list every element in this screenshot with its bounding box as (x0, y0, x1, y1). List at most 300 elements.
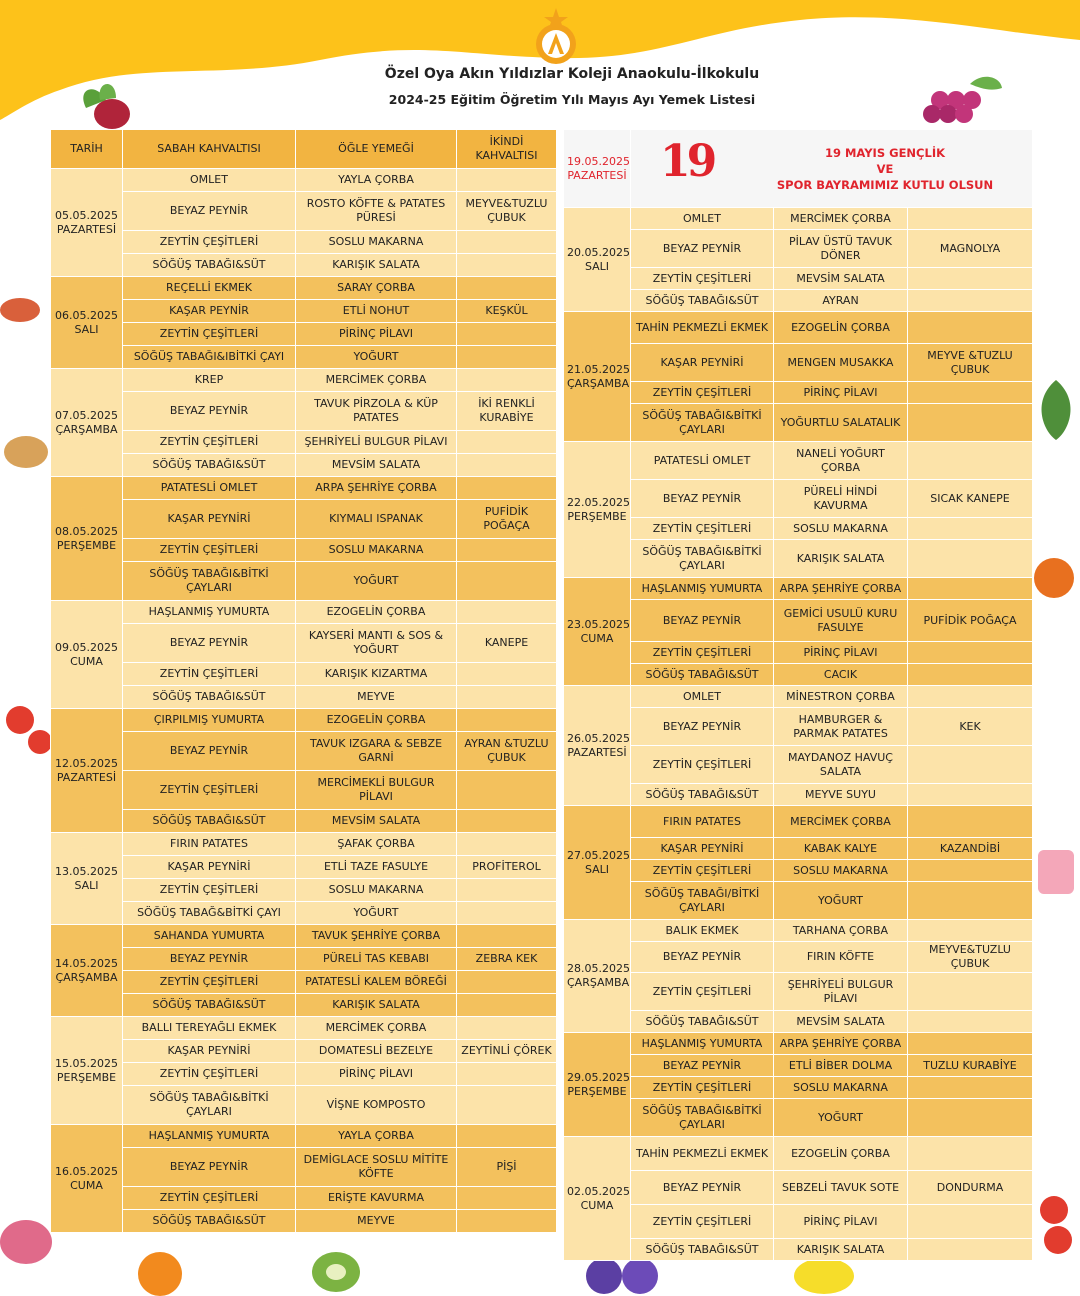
lunch-item: ARPA ŞEHRİYE ÇORBA (296, 477, 457, 500)
lunch-item: EZOGELİN ÇORBA (774, 312, 908, 344)
breakfast-item: ZEYTİN ÇEŞİTLERİ (631, 1205, 774, 1239)
table-row (51, 323, 557, 346)
breakfast-item: KAŞAR PEYNİRİ (123, 856, 296, 879)
snack-item (908, 642, 1033, 664)
lunch-item: FIRIN KÖFTE (774, 942, 908, 973)
table-row (51, 500, 557, 539)
breakfast-item: KREP (123, 369, 296, 392)
table-row (564, 344, 1033, 382)
snack-item (457, 1086, 557, 1125)
table-row (564, 664, 1033, 686)
day-date: 08.05.2025 PERŞEMBE (51, 477, 123, 601)
left-table-body (51, 169, 557, 1233)
breakfast-item: TAHİN PEKMEZLİ EKMEK (631, 312, 774, 344)
lunch-item: TARHANA ÇORBA (774, 920, 908, 942)
lunch-item: MERCİMEKLİ BULGUR PİLAVI (296, 771, 457, 810)
table-row (51, 1040, 557, 1063)
snack-item (908, 1077, 1033, 1099)
breakfast-item: BEYAZ PEYNİR (123, 392, 296, 431)
table-row (564, 860, 1033, 882)
table-row (51, 277, 557, 300)
breakfast-item: SÖĞÜŞ TABAĞI&SÜT (123, 254, 296, 277)
col-date-header: TARİH (51, 130, 123, 169)
snack-item: MEYVE &TUZLU ÇUBUK (908, 344, 1033, 382)
table-row (564, 708, 1033, 746)
snack-item (908, 1033, 1033, 1055)
day-date: 15.05.2025 PERŞEMBE (51, 1017, 123, 1125)
day-date: 23.05.2025 CUMA (564, 578, 631, 686)
lunch-item: PİRİNÇ PİLAVI (296, 1063, 457, 1086)
table-row (564, 600, 1033, 642)
lunch-item: KAYSERİ MANTI & SOS & YOĞURT (296, 624, 457, 663)
lunch-item: KARIŞIK SALATA (296, 994, 457, 1017)
lunch-item: MEVSİM SALATA (296, 810, 457, 833)
lunch-item: MAYDANOZ HAVUÇ SALATA (774, 746, 908, 784)
table-row (51, 346, 557, 369)
table-row (51, 902, 557, 925)
table-row (564, 442, 1033, 480)
snack-item: İKİ RENKLİ KURABİYE (457, 392, 557, 431)
right-table-body (564, 130, 1033, 1261)
kiwi-icon (306, 1246, 366, 1296)
lunch-item: TAVUK IZGARA & SEBZE GARNİ (296, 732, 457, 771)
sweet-potato-icon (0, 290, 50, 330)
day-date: 20.05.2025 SALI (564, 208, 631, 312)
breakfast-item: SÖĞÜŞ TABAĞI&BİTKİ ÇAYLARI (631, 1099, 774, 1137)
lunch-item: EZOGELİN ÇORBA (296, 601, 457, 624)
day-date: 05.05.2025 PAZARTESİ (51, 169, 123, 277)
school-name: Özel Oya Akın Yıldızlar Koleji Anaokulu-İlkokulu (384, 66, 760, 82)
table-row (564, 1171, 1033, 1205)
table-row (564, 920, 1033, 942)
breakfast-item: KAŞAR PEYNİRİ (123, 1040, 296, 1063)
day-date: 06.05.2025 SALI (51, 277, 123, 369)
lunch-item: ŞEHRİYELİ BULGUR PİLAVI (296, 431, 457, 454)
snack-item: KEK (908, 708, 1033, 746)
breakfast-item: BEYAZ PEYNİR (631, 230, 774, 268)
table-row (564, 1099, 1033, 1137)
table-row (564, 1239, 1033, 1261)
col-snack-header: İKİNDİ KAHVALTISI (457, 130, 557, 169)
table-row (564, 480, 1033, 518)
breakfast-item: SÖĞÜŞ TABAĞI&SÜT (123, 1210, 296, 1233)
beet-icon (66, 78, 140, 132)
lunch-item: YAYLA ÇORBA (296, 1125, 457, 1148)
lunch-item: NANELİ YOĞURT ÇORBA (774, 442, 908, 480)
table-row (564, 1205, 1033, 1239)
lunch-item: SOSLU MAKARNA (296, 231, 457, 254)
lunch-item: SARAY ÇORBA (296, 277, 457, 300)
breakfast-item: BEYAZ PEYNİR (631, 708, 774, 746)
snack-item (908, 382, 1033, 404)
snack-item (908, 404, 1033, 442)
lunch-item: MEVSİM SALATA (774, 268, 908, 290)
day-date: 16.05.2025 CUMA (51, 1125, 123, 1233)
snack-item (457, 323, 557, 346)
table-row (51, 1187, 557, 1210)
table-row (564, 1033, 1033, 1055)
table-row (51, 601, 557, 624)
holiday-date: 19.05.2025 PAZARTESİ (564, 130, 631, 208)
breakfast-item: ZEYTİN ÇEŞİTLERİ (631, 746, 774, 784)
snack-item: PİŞİ (457, 1148, 557, 1187)
breakfast-item: TAHİN PEKMEZLİ EKMEK (631, 1137, 774, 1171)
breakfast-item: SÖĞÜŞ TABAĞI&SÜT (631, 784, 774, 806)
table-row (51, 663, 557, 686)
breakfast-item: ZEYTİN ÇEŞİTLERİ (631, 642, 774, 664)
menu-subtitle: 2024-25 Eğitim Öğretim Yılı Mayıs Ayı Yemek Listesi (388, 92, 756, 107)
breakfast-item: ZEYTİN ÇEŞİTLERİ (123, 771, 296, 810)
lunch-item: EZOGELİN ÇORBA (296, 709, 457, 732)
day-date: 26.05.2025 PAZARTESİ (564, 686, 631, 806)
lunch-item: CACIK (774, 664, 908, 686)
lunch-item: PİRİNÇ PİLAVI (296, 323, 457, 346)
lunch-item: MEYVE SUYU (774, 784, 908, 806)
snack-item (457, 663, 557, 686)
breakfast-item: SÖĞÜŞ TABAĞI/BİTKİ ÇAYLARI (631, 882, 774, 920)
breakfast-item: SÖĞÜŞ TABAĞI&SÜT (123, 810, 296, 833)
day-date: 29.05.2025 PERŞEMBE (564, 1033, 631, 1137)
table-row (564, 784, 1033, 806)
snack-item: PUFİDİK POĞAÇA (457, 500, 557, 539)
table-row (564, 518, 1033, 540)
snack-item (457, 1125, 557, 1148)
lunch-item: PÜRELİ TAS KEBABI (296, 948, 457, 971)
breakfast-item: SÖĞÜŞ TABAĞI&SÜT (123, 454, 296, 477)
breakfast-item: SÖĞÜŞ TABAĞI&SÜT (123, 994, 296, 1017)
table-row (564, 404, 1033, 442)
lunch-item: PİRİNÇ PİLAVI (774, 642, 908, 664)
snack-item (908, 973, 1033, 1011)
snack-item (908, 664, 1033, 686)
table-row (564, 942, 1033, 973)
grapes-icon (910, 70, 1006, 132)
breakfast-item: ZEYTİN ÇEŞİTLERİ (123, 539, 296, 562)
day-date: 27.05.2025 SALI (564, 806, 631, 920)
breakfast-item: SÖĞÜŞ TABAĞI&SÜT (631, 1239, 774, 1261)
lunch-item: MİNESTRON ÇORBA (774, 686, 908, 708)
breakfast-item: HAŞLANMIŞ YUMURTA (631, 578, 774, 600)
day-date: 02.05.2025 CUMA (564, 1137, 631, 1261)
breakfast-item: FIRIN PATATES (123, 833, 296, 856)
snack-item (457, 431, 557, 454)
table-row (51, 392, 557, 431)
potato-icon (2, 430, 50, 472)
breakfast-item: SÖĞÜŞ TABAĞI&SÜT (123, 686, 296, 709)
table-row (564, 540, 1033, 578)
holiday-line-1: 19 MAYIS GENÇLİK (824, 145, 946, 160)
holiday-line-3: SPOR BAYRAMIMIZ KUTLU OLSUN (776, 177, 994, 192)
breakfast-item: OMLET (631, 686, 774, 708)
breakfast-item: ZEYTİN ÇEŞİTLERİ (123, 1187, 296, 1210)
breakfast-item: BEYAZ PEYNİR (123, 192, 296, 231)
table-row (51, 709, 557, 732)
lunch-item: ŞEHRİYELİ BULGUR PİLAVI (774, 973, 908, 1011)
lunch-item: ARPA ŞEHRİYE ÇORBA (774, 1033, 908, 1055)
snack-item (457, 833, 557, 856)
lunch-item: PİRİNÇ PİLAVI (774, 1205, 908, 1239)
table-row (51, 624, 557, 663)
table-row (564, 208, 1033, 230)
lunch-item: DOMATESLİ BEZELYE (296, 1040, 457, 1063)
snack-item (908, 920, 1033, 942)
breakfast-item: SÖĞÜŞ TABAĞI&BİTKİ ÇAYLARI (631, 404, 774, 442)
orange-icon (130, 1246, 200, 1296)
table-row (51, 771, 557, 810)
snack-item (908, 1099, 1033, 1137)
snack-item (908, 442, 1033, 480)
breakfast-item: ZEYTİN ÇEŞİTLERİ (123, 971, 296, 994)
snack-item (457, 971, 557, 994)
table-row (51, 431, 557, 454)
jar-icon (1032, 840, 1080, 900)
day-date: 09.05.2025 CUMA (51, 601, 123, 709)
snack-item: MEYVE&TUZLU ÇUBUK (908, 942, 1033, 973)
lunch-item: KABAK KALYE (774, 838, 908, 860)
holiday-row (564, 130, 1033, 208)
snack-item (457, 539, 557, 562)
snack-item (457, 879, 557, 902)
lunch-item: YOĞURT (296, 902, 457, 925)
breakfast-item: SÖĞÜŞ TABAĞI&SÜT (631, 290, 774, 312)
table-row (51, 856, 557, 879)
snack-item: KANEPE (457, 624, 557, 663)
table-row (51, 369, 557, 392)
snack-item (908, 1205, 1033, 1239)
snack-item (457, 994, 557, 1017)
breakfast-item: KAŞAR PEYNİRİ (631, 838, 774, 860)
lunch-item: MEVSİM SALATA (296, 454, 457, 477)
breakfast-item: SAHANDA YUMURTA (123, 925, 296, 948)
breakfast-item: BEYAZ PEYNİR (631, 480, 774, 518)
table-row (51, 833, 557, 856)
lunch-item: ETLİ BİBER DOLMA (774, 1055, 908, 1077)
lunch-item: YOĞURT (296, 346, 457, 369)
lunch-item: ETLİ TAZE FASULYE (296, 856, 457, 879)
breakfast-item: PATATESLİ OMLET (631, 442, 774, 480)
snack-item (457, 454, 557, 477)
lunch-item: SOSLU MAKARNA (296, 539, 457, 562)
snack-item (908, 806, 1033, 838)
snack-item (457, 686, 557, 709)
lunch-item: PİRİNÇ PİLAVI (774, 382, 908, 404)
breakfast-item: ZEYTİN ÇEŞİTLERİ (631, 268, 774, 290)
lunch-item: AYRAN (774, 290, 908, 312)
lunch-item: ŞAFAK ÇORBA (296, 833, 457, 856)
breakfast-item: KAŞAR PEYNİRİ (631, 344, 774, 382)
lunch-item: TAVUK PİRZOLA & KÜP PATATES (296, 392, 457, 431)
snack-item (457, 277, 557, 300)
snack-item (457, 254, 557, 277)
snack-item: KAZANDİBİ (908, 838, 1033, 860)
snack-item (908, 1137, 1033, 1171)
snack-item: MAGNOLYA (908, 230, 1033, 268)
breakfast-item: BEYAZ PEYNİR (123, 624, 296, 663)
lunch-item: SEBZELİ TAVUK SOTE (774, 1171, 908, 1205)
table-row (564, 1137, 1033, 1171)
snack-item (908, 746, 1033, 784)
lunch-item: SOSLU MAKARNA (774, 518, 908, 540)
breakfast-item: BEYAZ PEYNİR (631, 1055, 774, 1077)
menu-table-left (50, 129, 557, 1233)
table-row (51, 231, 557, 254)
breakfast-item: SÖĞÜŞ TABAĞI&SÜT (631, 1011, 774, 1033)
lunch-item: YAYLA ÇORBA (296, 169, 457, 192)
lunch-item: PİLAV ÜSTÜ TAVUK DÖNER (774, 230, 908, 268)
breakfast-item: BALLI TEREYAĞLI EKMEK (123, 1017, 296, 1040)
breakfast-item: BEYAZ PEYNİR (123, 1148, 296, 1187)
table-row (51, 1086, 557, 1125)
lunch-item: KARIŞIK SALATA (774, 540, 908, 578)
breakfast-item: OMLET (123, 169, 296, 192)
table-row (51, 686, 557, 709)
snack-item (908, 268, 1033, 290)
snack-item (908, 686, 1033, 708)
snack-item (457, 231, 557, 254)
table-row (51, 562, 557, 601)
table-row (564, 1055, 1033, 1077)
table-row (51, 879, 557, 902)
day-date: 13.05.2025 SALI (51, 833, 123, 925)
snack-item: MEYVE&TUZLU ÇUBUK (457, 192, 557, 231)
breakfast-item: ZEYTİN ÇEŞİTLERİ (123, 1063, 296, 1086)
holiday-line-2: VE (876, 161, 894, 176)
lunch-item: PÜRELİ HİNDİ KAVURMA (774, 480, 908, 518)
snack-item (457, 810, 557, 833)
snack-item (457, 771, 557, 810)
breakfast-item: BEYAZ PEYNİR (631, 1171, 774, 1205)
table-row (564, 578, 1033, 600)
lunch-item: ARPA ŞEHRİYE ÇORBA (774, 578, 908, 600)
tomatoes-right-icon (1032, 1190, 1080, 1260)
snack-item (457, 346, 557, 369)
snack-item (908, 578, 1033, 600)
breakfast-item: SÖĞÜŞ TABAĞI&BİTKİ ÇAYLARI (631, 540, 774, 578)
snack-item: DONDURMA (908, 1171, 1033, 1205)
breakfast-item: ZEYTİN ÇEŞİTLERİ (123, 323, 296, 346)
table-row (564, 230, 1033, 268)
snack-item (457, 925, 557, 948)
breakfast-item: BEYAZ PEYNİR (123, 732, 296, 771)
snack-item (908, 860, 1033, 882)
lunch-item: ETLİ NOHUT (296, 300, 457, 323)
day-date: 21.05.2025 ÇARŞAMBA (564, 312, 631, 442)
col-breakfast-header: SABAH KAHVALTISI (123, 130, 296, 169)
table-row (564, 882, 1033, 920)
snack-item (908, 312, 1033, 344)
breakfast-item: SÖĞÜŞ TABAĞI&IBİTKİ ÇAYI (123, 346, 296, 369)
lunch-item: KARIŞIK KIZARTMA (296, 663, 457, 686)
snack-item: AYRAN &TUZLU ÇUBUK (457, 732, 557, 771)
breakfast-item: ZEYTİN ÇEŞİTLERİ (631, 860, 774, 882)
pumpkin-icon (1032, 548, 1080, 600)
lunch-item: MEYVE (296, 686, 457, 709)
table-row (51, 1148, 557, 1187)
lunch-item: PATATESLİ KALEM BÖREĞİ (296, 971, 457, 994)
snack-item (457, 1187, 557, 1210)
lunch-item: YOĞURTLU SALATALIK (774, 404, 908, 442)
table-row (51, 1017, 557, 1040)
lunch-item: MERCİMEK ÇORBA (296, 369, 457, 392)
breakfast-item: HAŞLANMIŞ YUMURTA (123, 601, 296, 624)
lunch-item: HAMBURGER & PARMAK PATATES (774, 708, 908, 746)
table-row (564, 268, 1033, 290)
lunch-item: MERCİMEK ÇORBA (774, 208, 908, 230)
breakfast-item: ÇIRPILMIŞ YUMURTA (123, 709, 296, 732)
breakfast-item: OMLET (631, 208, 774, 230)
breakfast-item: ZEYTİN ÇEŞİTLERİ (631, 1077, 774, 1099)
breakfast-item: ZEYTİN ÇEŞİTLERİ (631, 382, 774, 404)
day-date: 14.05.2025 ÇARŞAMBA (51, 925, 123, 1017)
table-row (51, 810, 557, 833)
table-row (564, 1011, 1033, 1033)
breakfast-item: ZEYTİN ÇEŞİTLERİ (123, 231, 296, 254)
table-header (51, 130, 557, 169)
snack-item (457, 709, 557, 732)
snack-item (457, 601, 557, 624)
lunch-item: MENGEN MUSAKKA (774, 344, 908, 382)
breakfast-item: SÖĞÜŞ TABAĞI&BİTKİ ÇAYLARI (123, 562, 296, 601)
breakfast-item: ZEYTİN ÇEŞİTLERİ (631, 518, 774, 540)
snack-item: ZEBRA KEK (457, 948, 557, 971)
table-row (51, 254, 557, 277)
table-row (51, 732, 557, 771)
menu-table-right (563, 129, 1033, 1261)
table-row (564, 806, 1033, 838)
table-row (564, 746, 1033, 784)
snack-item: ZEYTİNLİ ÇÖREK (457, 1040, 557, 1063)
breakfast-item: KAŞAR PEYNİR (123, 300, 296, 323)
breakfast-item: REÇELLİ EKMEK (123, 277, 296, 300)
snack-item (457, 1210, 557, 1233)
col-lunch-header: ÖĞLE YEMEĞİ (296, 130, 457, 169)
breakfast-item: SÖĞÜŞ TABAĞ&BİTKİ ÇAYI (123, 902, 296, 925)
table-row (51, 477, 557, 500)
snack-item: TUZLU KURABİYE (908, 1055, 1033, 1077)
breakfast-item: PATATESLİ OMLET (123, 477, 296, 500)
snack-item (908, 208, 1033, 230)
breakfast-item: BEYAZ PEYNİR (631, 942, 774, 973)
breakfast-item: ZEYTİN ÇEŞİTLERİ (631, 973, 774, 1011)
snack-item (908, 882, 1033, 920)
table-row (51, 192, 557, 231)
holiday-19-logo: 19 (660, 136, 714, 187)
table-row (564, 290, 1033, 312)
snack-item (457, 902, 557, 925)
table-row (564, 312, 1033, 344)
lunch-item: MERCİMEK ÇORBA (296, 1017, 457, 1040)
lunch-item: KIYMALI ISPANAK (296, 500, 457, 539)
lunch-item: MERCİMEK ÇORBA (774, 806, 908, 838)
snack-item: SICAK KANEPE (908, 480, 1033, 518)
breakfast-item: SÖĞÜŞ TABAĞI&BİTKİ ÇAYLARI (123, 1086, 296, 1125)
herb-icon (1032, 380, 1080, 440)
snack-item (908, 784, 1033, 806)
snack-item: PUFİDİK POĞAÇA (908, 600, 1033, 642)
day-date: 28.05.2025 ÇARŞAMBA (564, 920, 631, 1033)
snack-item (457, 169, 557, 192)
table-row (51, 169, 557, 192)
day-date: 22.05.2025 PERŞEMBE (564, 442, 631, 578)
table-row (51, 454, 557, 477)
lunch-item: YOĞURT (296, 562, 457, 601)
breakfast-item: BALIK EKMEK (631, 920, 774, 942)
snack-item: PROFİTEROL (457, 856, 557, 879)
lunch-item: YOĞURT (774, 1099, 908, 1137)
table-row (51, 948, 557, 971)
day-date: 07.05.2025 ÇARŞAMBA (51, 369, 123, 477)
table-row (564, 686, 1033, 708)
